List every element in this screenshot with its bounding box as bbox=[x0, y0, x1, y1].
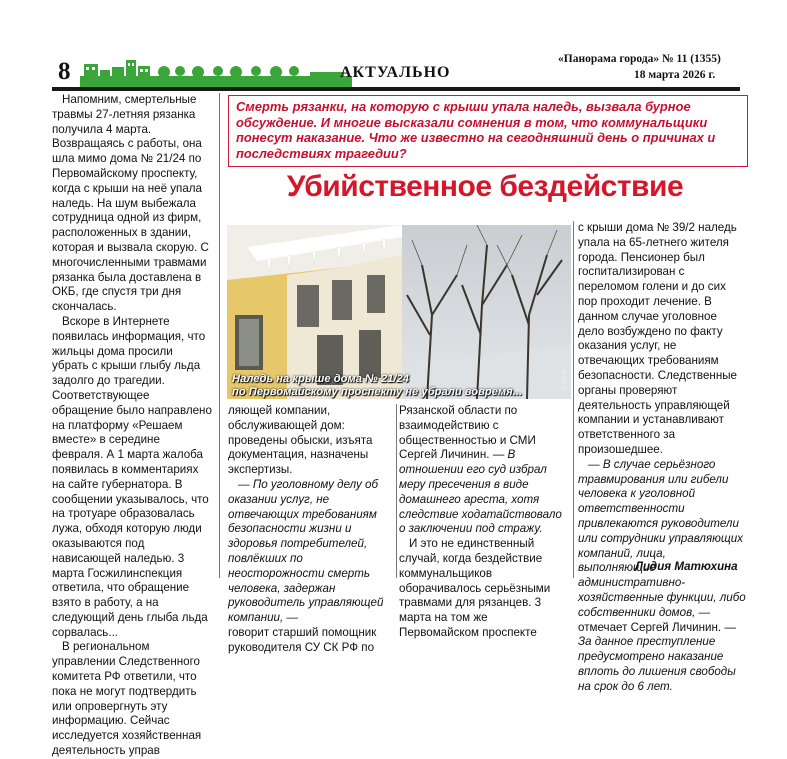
caption-line: Наледь на крыше дома № 21/24 bbox=[232, 373, 409, 385]
newspaper-issue: «Панорама города» № 11 (1355) bbox=[558, 53, 721, 65]
paragraph bbox=[399, 404, 569, 537]
article-column-2 bbox=[228, 404, 394, 654]
section-title: АКТУАЛЬНО bbox=[340, 64, 451, 81]
article-column-1 bbox=[52, 93, 212, 758]
photo-credit: ФОТО bbox=[559, 370, 566, 391]
city-skyline-icon bbox=[80, 58, 352, 88]
paragraph: Напомним, смертельные травмы 27-летняя рязанка получила 4 марта. Возвращаясь с работы, она шла мимо дома № 21/24 по Первомайскому проспекту, когда с крыши на неё упала наледь. На шум выбежала сотрудница одной из фирм, расположенных в здании, которая и вызвала скорую. С многочисленными травмами рязанка была доставлена в ОКБ, где спустя три дня скончалась. bbox=[52, 93, 209, 314]
quote-paragraph bbox=[578, 458, 746, 621]
article-headline: Убийственное бездействие bbox=[286, 170, 684, 203]
page-number: 8 bbox=[58, 58, 71, 85]
column-divider bbox=[219, 93, 220, 578]
quote-paragraph bbox=[228, 478, 394, 626]
paragraph bbox=[578, 621, 746, 695]
paragraph: говорит старший помощник руководителя СУ СК РФ по bbox=[228, 625, 377, 654]
issue-date: 18 марта 2026 г. bbox=[634, 69, 716, 81]
article-column-3 bbox=[399, 404, 569, 639]
column-divider bbox=[573, 221, 574, 578]
caption-line: по Первомайскому проспекту не убрали вовремя... bbox=[232, 386, 523, 398]
attribution: Рязанской области по взаимодействию с общественностью и СМИ Сергей Личинин. — bbox=[399, 404, 536, 462]
quote: За данное преступление предусмотрено наказание вплоть до лишения свободы на срок до 6 лет. bbox=[578, 635, 736, 693]
paragraph: с крыши дома № 39/2 наледь упала на 65-летнего жителя города. Пенсионер был госпитализирован с переломом голени и до сих пор проходит лечение. В данном случае уголовное дело возбуждено по факту оказания услуг, не отвечающих требованиям безопасности. Следственные органы проверяют деятельность управляющей компании и устанавливают ответственного за произошедшее. bbox=[578, 221, 738, 456]
photo-caption bbox=[232, 373, 552, 399]
quote: В отношении его суд избрал меру пресечения в виде домашнего ареста, хотя следствие ходатайствовало о заключении под стражу. bbox=[399, 448, 562, 536]
quote: — В случае серьёзного травмирования или гибели человека к уголовной ответственности привлекаются руководители или сотрудники управляющих компаний, лица, выполняющие административно-хозяйственные функции, либо собственники домов, — bbox=[578, 457, 746, 619]
article-lead: Смерть рязанки, на которую с крыши упала наледь, вызвала бурное обсуждение. И многие высказали сомнения в том, что коммунальщики понесут наказание. Что же известно на сегодняшний день о причинах и последствиях трагедии? bbox=[236, 99, 716, 161]
column-divider bbox=[396, 404, 397, 578]
paragraph: ляющей компании, обслуживающей дом: проведены обыски, изъята документация, назначены экспертизы. bbox=[228, 404, 373, 477]
paragraph: И это не единственный случай, когда бездействие коммунальщиков оборачивалось серьёзными травмами для рязанцев. 3 марта на том же Первомайском проспекте bbox=[399, 537, 551, 639]
paragraph: Вскоре в Интернете появилась информация, что жильцы дома просили убрать с крыши глыбу льда задолго до трагедии. Соответствующее обращение было направлено на платформу «Решаем вместе» в середине февраля. А 1 марта жалоба появилась в комментариях на сайте губернатора. В сообщении указывалось, что на тротуаре образовалась лужа, обходя которую люди оказываются под нависающей наледью. 3 марта Госжилинспекция ответила, что обращение взято в работу, а на следующий день глыба льда сорвалась... bbox=[52, 314, 212, 639]
paragraph: В региональном управлении Следственного комитета РФ ответили, что пока не могут подтвердить или опровергнуть эту информацию. Сейчас исследуется хозяйственная деятельность управ bbox=[52, 640, 202, 758]
attribution: отмечает Сергей Личинин. — bbox=[578, 620, 736, 634]
header-rule bbox=[52, 87, 740, 91]
quote: — По уголовному делу об оказании услуг, не отвечающих требованиям безопасности жизни и здоровья потребителей, повлёкших по неосторожности смерть человека, задержан руководитель управляющей компании, — bbox=[228, 477, 384, 625]
article-author: Лидия Матюхина bbox=[635, 560, 738, 573]
